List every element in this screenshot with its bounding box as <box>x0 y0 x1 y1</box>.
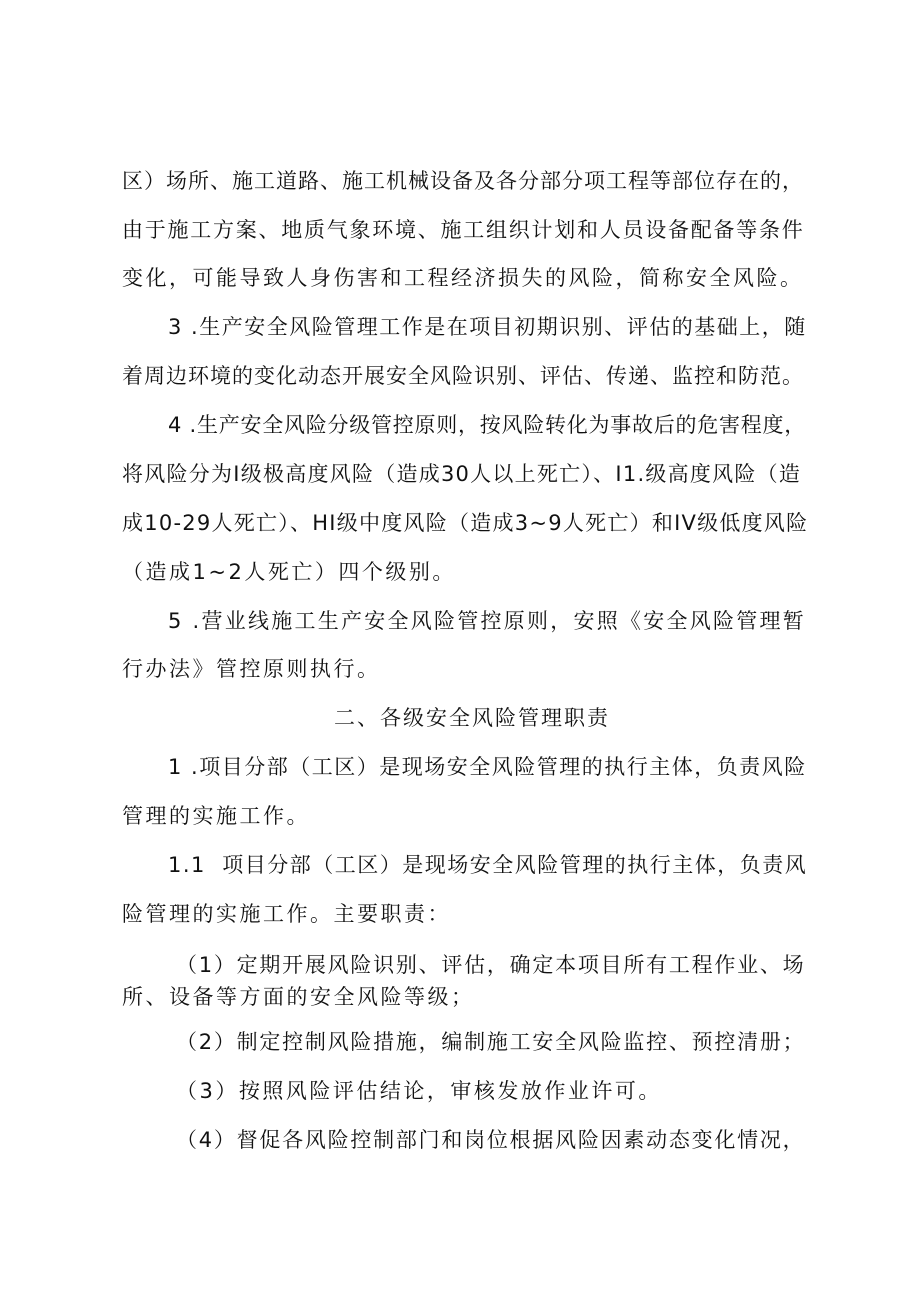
text-line: 5 .营业线施工生产安全风险管控原则，安照《安全风险管理暂 <box>168 609 806 633</box>
text-line: 1.1 项目分部（工区）是现场安全风险管理的执行主体，负责风 <box>168 853 808 877</box>
text-line: 3 .生产安全风险管理工作是在项目初期识别、评估的基础上，随 <box>168 315 807 339</box>
text-line: 区）场所、施工道路、施工机械设备及各分部分项工程等部位存在的， <box>122 169 804 193</box>
text-line: 将风险分为I级极高度风险（造成30人以上死亡）、I1.级高度风险（造 <box>122 462 802 486</box>
text-line: 着周边环境的变化动态开展安全风险识别、评估、传递、监控和防范。 <box>122 364 804 388</box>
text-line: 由于施工方案、地质气象环境、施工组织计划和人员设备配备等条件 <box>122 218 805 242</box>
duty-item-3: （3）按照风险评估结论，审核发放作业许可。 <box>176 1079 662 1103</box>
duty-item-4: （4）督促各风险控制部门和岗位根据风险因素动态变化情况， <box>176 1128 806 1152</box>
text-line: （1）定期开展风险识别、评估，确定本项目所有工程作业、场 <box>176 953 806 977</box>
duty-item-2: （2）制定控制风险措施，编制施工安全风险监控、预控清册； <box>176 1030 806 1054</box>
text-line: 1 .项目分部（工区）是现场安全风险管理的执行主体，负责风险 <box>168 755 807 779</box>
text-line: 行办法》管控原则执行。 <box>122 657 381 681</box>
section-heading: 二、各级安全风险管理职责 <box>334 706 610 730</box>
text-line: （造成1~2人死亡）四个级别。 <box>122 560 456 584</box>
text-line: 4 .生产安全风险分级管控原则，按风险转化为事故后的危害程度， <box>168 413 806 437</box>
text-line: 变化，可能导致人身伤害和工程经济损失的风险，简称安全风险。 <box>122 266 804 290</box>
text-line: 管理的实施工作。 <box>122 804 310 828</box>
text-line: 成10-29人死亡）、HI级中度风险（造成3~9人死亡）和IV级低度风险 <box>122 511 809 535</box>
text-line: 所、设备等方面的安全风险等级； <box>122 985 475 1009</box>
text-line: 险管理的实施工作。主要职责： <box>122 902 451 926</box>
